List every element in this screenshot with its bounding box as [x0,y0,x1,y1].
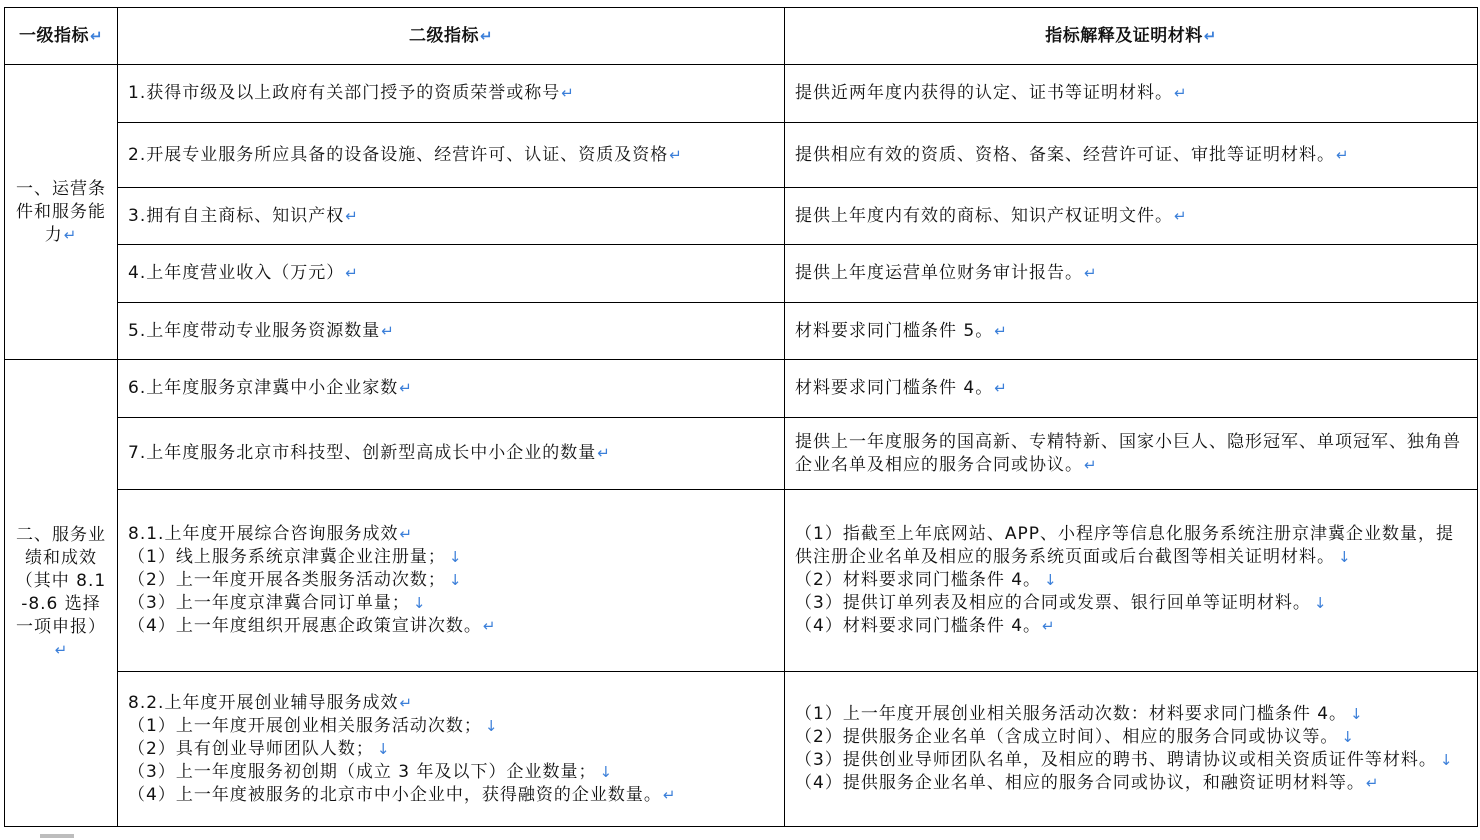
indicator-table [4,7,1478,827]
evidence-line: （1）指截至上年底网站、APP、小程序等信息化服务系统注册京津冀企业数量，提供注册企业名单及相应的服务系统页面或后台截图等相关证明材料。 ↓ [795,523,1467,569]
table-row [5,188,1478,245]
indicator-line: 8.2.上年度开展创业辅导服务成效 ↵ [128,692,774,715]
indicator-cell: 7.上年度服务北京市科技型、创新型高成长中小企业的数量 ↵ [118,418,785,490]
page-edge-marker [40,834,74,838]
evidence-cell [785,490,1478,672]
table-row [5,672,1478,827]
indicator-cell [118,490,785,672]
indicator-line: （2）上一年度开展各类服务活动次数； ↓ [128,569,774,592]
evidence-line: （4）材料要求同门槛条件 4。 ↵ [795,615,1467,638]
indicator-line: （1）线上服务系统京津冀企业注册量； ↓ [128,546,774,569]
evidence-line: （3）提供创业导师团队名单，及相应的聘书、聘请协议或相关资质证件等材料。 ↓ [795,749,1467,772]
header-col1: 一级指标 ↵ [5,8,118,65]
table-row [5,360,1478,418]
evidence-cell: 提供相应有效的资质、资格、备案、经营许可证、审批等证明材料。 ↵ [785,123,1478,188]
table-row [5,418,1478,490]
header-col2: 二级指标 ↵ [118,8,785,65]
evidence-cell: 提供近两年度内获得的认定、证书等证明材料。 ↵ [785,65,1478,123]
evidence-line: （1）上一年度开展创业相关服务活动次数：材料要求同门槛条件 4。 ↓ [795,703,1467,726]
indicator-cell: 2.开展专业服务所应具备的设备设施、经营许可、认证、资质及资格 ↵ [118,123,785,188]
evidence-line: （2）提供服务企业名单（含成立时间）、相应的服务合同或协议等。 ↓ [795,726,1467,749]
indicator-line: （2）具有创业导师团队人数； ↓ [128,738,774,761]
indicator-line: （3）上一年度服务初创期（成立 3 年及以下）企业数量； ↓ [128,761,774,784]
evidence-cell: 提供上一年度服务的国高新、专精特新、国家小巨人、隐形冠军、单项冠军、独角兽企业名单及相应的服务合同或协议。 ↵ [785,418,1478,490]
evidence-cell: 材料要求同门槛条件 4。 ↵ [785,360,1478,418]
evidence-line: （3）提供订单列表及相应的合同或发票、银行回单等证明材料。 ↓ [795,592,1467,615]
evidence-line: （2）材料要求同门槛条件 4。 ↓ [795,569,1467,592]
group-label-operations: 一、运营条件和服务能力 ↵ [5,65,118,360]
evidence-cell: 提供上年度内有效的商标、知识产权证明文件。 ↵ [785,188,1478,245]
table-row [5,303,1478,360]
evidence-cell [785,672,1478,827]
header-col3: 指标解释及证明材料 ↵ [785,8,1478,65]
indicator-line: （1）上一年度开展创业相关服务活动次数； ↓ [128,715,774,738]
header-row [5,8,1478,65]
indicator-cell: 6.上年度服务京津冀中小企业家数 ↵ [118,360,785,418]
indicator-cell [118,672,785,827]
group-label-performance: 二、服务业绩和成效（其中 8.1-8.6 选择一项申报） ↵ [5,360,118,827]
table-row [5,65,1478,123]
indicator-line: 8.1.上年度开展综合咨询服务成效 ↵ [128,523,774,546]
indicator-cell: 4.上年度营业收入（万元） ↵ [118,245,785,303]
evidence-cell: 材料要求同门槛条件 5。 ↵ [785,303,1478,360]
indicator-line: （3）上一年度京津冀合同订单量； ↓ [128,592,774,615]
table-row [5,490,1478,672]
table-row [5,245,1478,303]
table-row [5,123,1478,188]
indicator-cell: 5.上年度带动专业服务资源数量 ↵ [118,303,785,360]
indicator-line: （4）上一年度被服务的北京市中小企业中，获得融资的企业数量。 ↵ [128,784,774,807]
indicator-line: （4）上一年度组织开展惠企政策宣讲次数。 ↵ [128,615,774,638]
evidence-cell: 提供上年度运营单位财务审计报告。 ↵ [785,245,1478,303]
evidence-line: （4）提供服务企业名单、相应的服务合同或协议，和融资证明材料等。 ↵ [795,772,1467,795]
indicator-cell: 1.获得市级及以上政府有关部门授予的资质荣誉或称号 ↵ [118,65,785,123]
indicator-cell: 3.拥有自主商标、知识产权 ↵ [118,188,785,245]
